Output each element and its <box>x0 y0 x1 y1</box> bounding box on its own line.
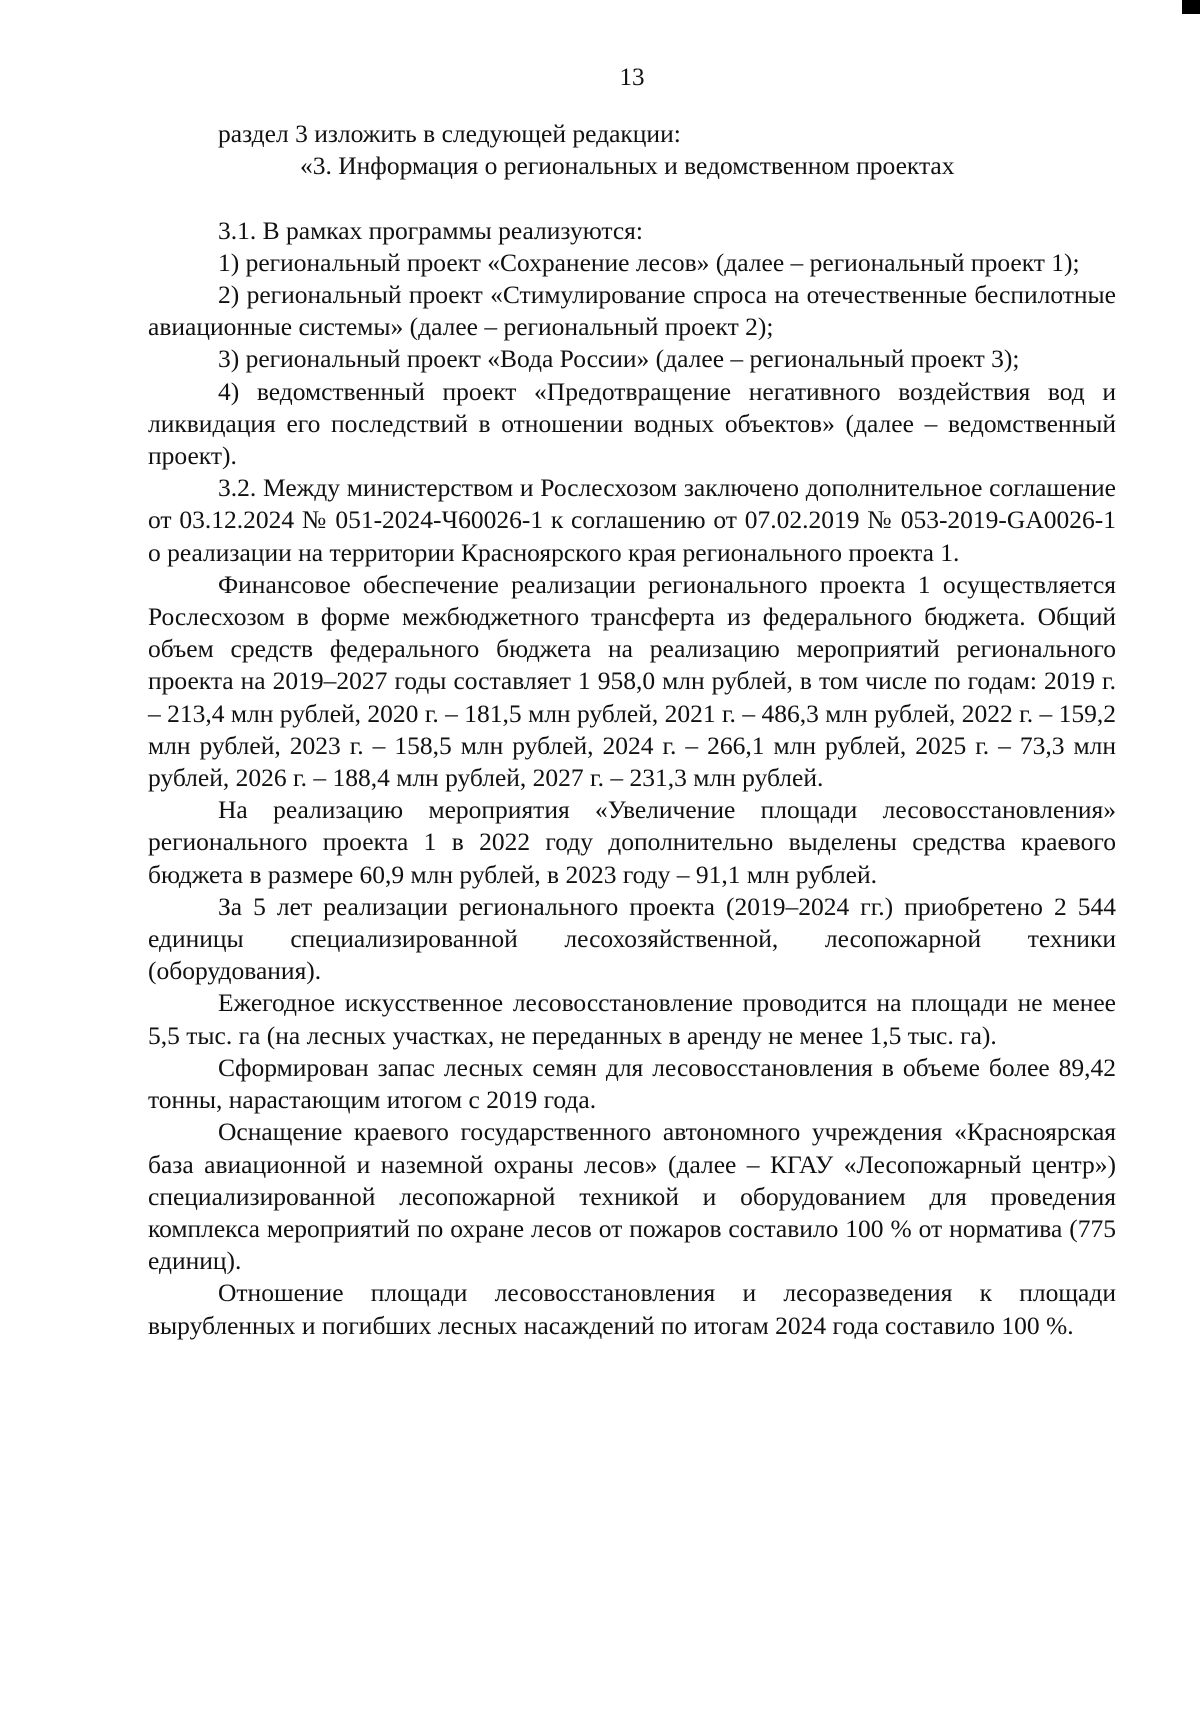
document-body <box>148 62 1116 1342</box>
list-item-2: 2) региональный проект «Стимулирование спроса на отечественные беспилотные авиационные системы» (далее – региональный проект 2); <box>148 280 1116 342</box>
paragraph-reforestation-funding: На реализацию мероприятия «Увеличение площади лесовосстановления» регионального проекта 1 в 2022 году дополнительно выделены средства краевого бюджета в размере 60,9 млн рублей, в 2023 году – 91,1 млн рублей. <box>148 795 1116 889</box>
paragraph-seed-stock: Сформирован запас лесных семян для лесовосстановления в объеме более 89,42 тонны, нарастающим итогом с 2019 года. <box>148 1052 1116 1115</box>
scan-corner-mark <box>1182 0 1200 14</box>
paragraph-financing: Финансовое обеспечение реализации регионального проекта 1 осуществляется Рослесхозом в форме межбюджетного трансферта из федерального бюджета. Общий объем средств федерального бюджета на реализацию мероприятий регионального проекта на 2019–2027 годы составляет 1 958,0 млн рублей, в том числе по годам: 2019 г. – 213,4 млн рублей, 2020 г. – 181,5 млн рублей, 2021 г. – 486,3 млн рублей, 2022 г. – 159,2 млн рублей, 2023 г. – 158,5 млн рублей, 2024 г. – 266,1 млн рублей, 2025 г. – 73,3 млн рублей, 2026 г. – 188,4 млн рублей, 2027 г. – 231,3 млн рублей. <box>148 569 1116 793</box>
blank-line <box>148 183 1116 215</box>
list-item-1: 1) региональный проект «Сохранение лесов» (далее – региональный проект 1); <box>218 247 1080 277</box>
list-item-4: 4) ведомственный проект «Предотвращение негативного воздействия вод и ликвидация его последствий в отношении водных объектов» (далее – ведомственный проект). <box>148 376 1116 471</box>
page-number: 13 <box>619 64 645 91</box>
paragraph-fire-center: Оснащение краевого государственного автономного учреждения «Красноярская база авиационной и наземной охраны лесов» (далее – КГАУ «Лесопожарный центр») специализированной лесопожарной техникой и оборудованием для проведения комплекса мероприятий по охране лесов от пожаров составило 100 % от норматива (775 единиц). <box>148 1117 1116 1276</box>
paragraph-3-1: 3.1. В рамках программы реализуются: <box>218 215 643 245</box>
paragraph-ratio: Отношение площади лесовосстановления и лесоразведения к площади вырубленных и погибших лесных насаждений по итогам 2024 года составило 100 %. <box>148 1278 1116 1340</box>
paragraph-3-2: 3.2. Между министерством и Рослесхозом заключено дополнительное соглашение от 03.12.2024 № 051-2024-Ч60026-1 к соглашению от 07.02.2019 № 053-2019-GA0026-1 о реализации на территории Красноярского края регионального проекта 1. <box>148 473 1116 567</box>
paragraph-equipment: За 5 лет реализации регионального проекта (2019–2024 гг.) приобретено 2 544 единицы специализированной лесохозяйственной, лесопожарной техники (оборудования). <box>148 891 1116 986</box>
section-heading: «3. Информация о региональных и ведомственном проектах <box>300 151 955 181</box>
list-item-3: 3) региональный проект «Вода России» (далее – региональный проект 3); <box>218 344 1020 374</box>
intro-paragraph: раздел 3 изложить в следующей редакции: <box>218 119 681 149</box>
paragraph-annual-reforestation: Ежегодное искусственное лесовосстановление проводится на площади не менее 5,5 тыс. га (на лесных участках, не переданных в аренду не менее 1,5 тыс. га). <box>148 988 1116 1050</box>
